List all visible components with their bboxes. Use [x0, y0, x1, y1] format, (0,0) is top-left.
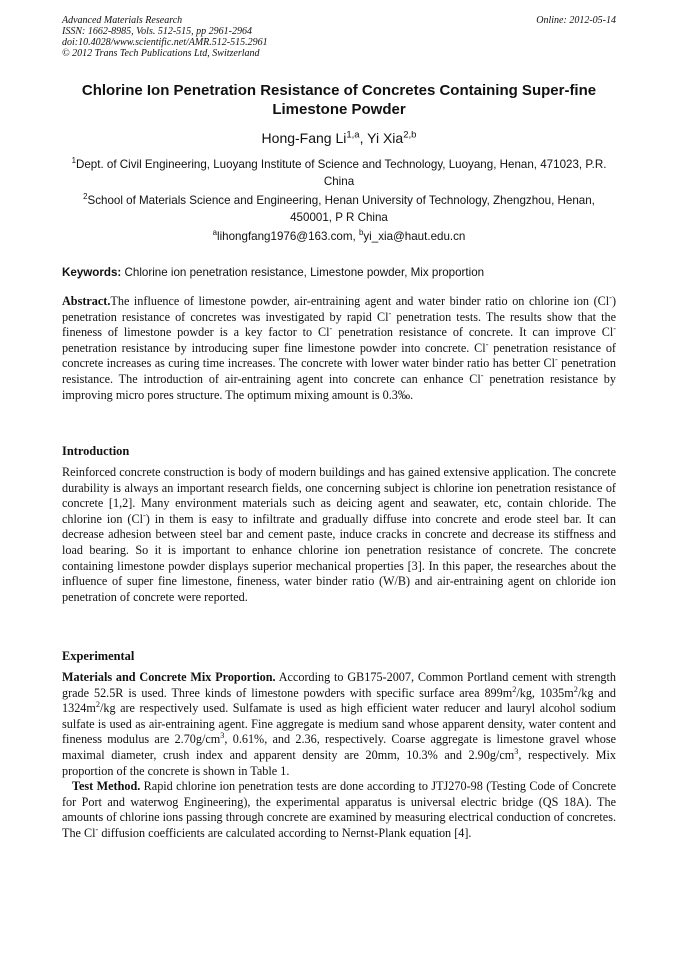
test-method-paragraph	[62, 779, 616, 841]
email-b-sup: b	[358, 228, 364, 238]
abstract-label: Abstract.	[62, 294, 111, 308]
materials-label: Materials and Concrete Mix Proportion.	[62, 670, 276, 684]
author-emails	[62, 228, 616, 245]
email-a-sup: a	[212, 228, 217, 238]
test-method-label: Test Method.	[72, 779, 141, 794]
materials-text: /kg and 1324m	[62, 685, 616, 716]
superscript: -	[609, 292, 612, 302]
affiliation-1-text: Dept. of Civil Engineering, Luoyang Institute of Science and Technology, Luoyang, Henan, 471023, P.R. China	[75, 158, 607, 188]
superscript: -	[95, 824, 99, 834]
materials-paragraph	[62, 670, 616, 779]
author-1-name: Hong-Fang Li	[261, 130, 347, 146]
email-a[interactable]: lihongfang1976@163.com,	[217, 230, 359, 243]
introduction-paragraph	[62, 465, 616, 605]
superscript: 3	[514, 746, 519, 756]
keywords	[62, 264, 616, 281]
section-heading-introduction: Introduction	[62, 444, 130, 458]
journal-header	[62, 15, 616, 59]
superscript: -	[329, 324, 333, 334]
abstract-text: penetration resistance of concrete. It can improve Cl	[332, 325, 614, 340]
test-method-text: Rapid chlorine ion penetration tests are done according to JTJ270-98 (Testing Code of Concrete for Port and waterwog Engineering), the experimental apparatus is universal electric bridge (QS 18A). The amounts of chlorine ions passing through concrete are examined by measuring electrical conduction of concretes. The Cl	[62, 779, 616, 840]
journal-copyright: © 2012 Trans Tech Publications Ltd, Switzerland	[62, 48, 260, 59]
email-b[interactable]: yi_xia@haut.edu.cn	[363, 230, 466, 243]
abstract-text: ) penetration resistance of concretes was investigated by rapid Cl	[62, 294, 616, 324]
superscript: 2	[573, 684, 578, 694]
superscript: 2	[512, 684, 517, 694]
superscript: 3	[220, 731, 225, 741]
introduction-text: Reinforced concrete construction is body of modern buildings and has gained extensive application. The concrete durability is always an important research fields, one concerning subject is chlorine ion penetration resistance of concrete [1,2]. Many environment materials such as deicing agent and seawater, etc, contain chloride. The chlorine ion (Cl	[62, 465, 616, 526]
keywords-label: Keywords:	[62, 266, 125, 279]
journal-name: Advanced Materials Research	[62, 15, 183, 26]
abstract	[62, 294, 616, 403]
experimental-section	[62, 670, 616, 842]
superscript: -	[480, 370, 484, 380]
materials-text: , respectively. Mix proportion of the concrete is shown in Table 1.	[62, 747, 617, 778]
paper-title: Chlorine Ion Penetration Resistance of Concretes Containing Super-fine Limestone Powder	[81, 82, 597, 118]
abstract-text: penetration resistance of concrete increases as curing time increases. The concrete with lower water binder ratio has better Cl	[62, 340, 616, 371]
affiliation-2	[62, 192, 616, 226]
abstract-text: penetration resistance by improving micro pores structure. The optimum mixing amount is 0.3‰.	[62, 371, 616, 402]
introduction-text: ) in them is easy to infiltrate and gradually diffuse into concrete and erode steel bar. It can decrease adhesion between steel bar and cement paste, induce cracks in concrete and decrease its stiffness and load bearing. So it is important to enhance chlorine ion penetration resistance of concrete. The concrete containing limestone powder displays superior mechanical properties [3]. In this paper, the researches about the influence of super fine limestone, fineness, water binder ratio (W/B) and air-entraining agent on chloride ion penetration of concrete were reported.	[62, 511, 616, 604]
abstract-text: penetration resistance. The introduction of air-entraining agent into concrete can enhance Cl	[62, 356, 616, 386]
author-1-sup: 1,a	[346, 129, 360, 141]
materials-text: /kg are respectively used. Sulfamate is used as high efficient water reducer and lauryl alcohol sodium sulfate is used as air-entraining agent. Fine aggregate is medium sand whose apparent density, water content and fineness modulus are 2.70g/cm	[62, 701, 616, 747]
affiliation-1	[62, 156, 616, 190]
author-2-name: Yi Xia	[367, 130, 404, 146]
materials-text: /kg, 1035m	[516, 685, 574, 700]
online-date: Online: 2012-05-14	[536, 15, 616, 26]
abstract-text: The influence of limestone powder, air-entraining agent and water binder ratio on chlorine ion (Cl	[110, 294, 610, 308]
superscript: -	[485, 339, 489, 349]
superscript: 2	[95, 700, 100, 710]
affiliation-1-number: 1	[71, 156, 76, 166]
journal-doi: doi:10.4028/www.scientific.net/AMR.512-515.2961	[62, 37, 268, 48]
materials-text: , 0.61%, and 2.36, respectively. Coarse aggregate is limestone gravel whose maximal diameter, crush index and apparent density are 20mm, 10.3% and 2.90g/cm	[62, 732, 616, 762]
author-2-sup: 2,b	[403, 129, 417, 141]
superscript: -	[613, 324, 616, 334]
author-separator: ,	[359, 130, 368, 146]
abstract-text: penetration resistance by introducing super fine limestone powder into concrete. Cl	[62, 340, 486, 355]
journal-issn: ISSN: 1662-8985, Vols. 512-515, pp 2961-2964	[62, 26, 252, 37]
section-heading-experimental: Experimental	[62, 649, 135, 663]
author-line	[62, 130, 616, 147]
affiliation-2-text: School of Materials Science and Engineering, Henan University of Technology, Zhengzhou, Henan, 450001, P R China	[87, 194, 595, 224]
test-method-text: diffusion coefficients are calculated according to Nernst-Plank equation [4].	[98, 825, 472, 840]
keywords-text: Chlorine ion penetration resistance, Limestone powder, Mix proportion	[124, 266, 485, 279]
affiliation-2-number: 2	[83, 192, 88, 202]
materials-text: According to GB175-2007, Common Portland cement with strength grade 52.5R is used. Three kinds of limestone powders with specific surface area 899m	[62, 670, 616, 700]
superscript: -	[388, 308, 392, 318]
superscript: -	[555, 355, 558, 365]
superscript: -	[143, 510, 146, 520]
abstract-text: penetration tests. The results show that the fineness of limestone powder is a key factor to Cl	[62, 309, 617, 340]
